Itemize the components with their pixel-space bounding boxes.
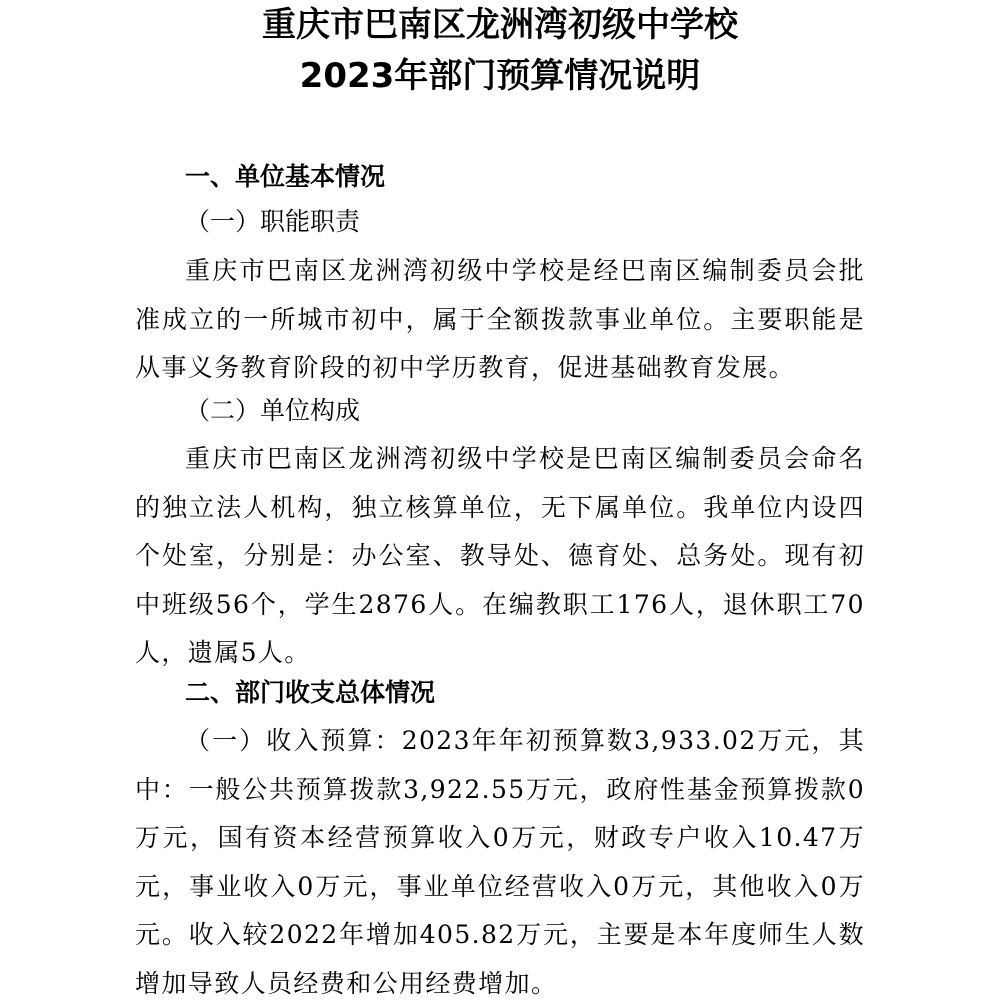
section1-sub1-paragraph: 重庆市巴南区龙洲湾初级中学校是经巴南区编制委员会批准成立的一所城市初中，属于全额拨款事业单位。主要职能是从事义务教育阶段的初中学历教育，促进基础教育发展。 [135,256,865,382]
section2-sub1-paragraph: （一）收入预算：2023年年初预算数3,933.02万元，其中：一般公共预算拨款3,922.55万元，政府性基金预算拨款0万元，国有资本经营预算收入0万元，财政专户收入10.47万元，事业收入0万元，事业单位经营收入0万元，其他收入0万元。收入较2022年增加405.82万元，主要是本年度师生人数增加导致人员经费和公用经费增加。 [135,726,865,998]
section2-heading: 二、部门收支总体情况 [185,678,436,707]
document-title-line2: 2023年部门预算情况说明 [299,56,701,96]
section1-heading: 一、单位基本情况 [185,162,386,191]
section1-sub2-heading: （二）单位构成 [185,396,361,425]
section1-sub1-heading: （一）职能职责 [185,207,361,236]
document-title-line1: 重庆市巴南区龙洲湾初级中学校 [262,5,738,45]
section1-sub2-paragraph: 重庆市巴南区龙洲湾初级中学校是巴南区编制委员会命名的独立法人机构，独立核算单位，无下属单位。我单位内设四个处室，分别是：办公室、教导处、德育处、总务处。现有初中班级56个，学生2876人。在编教职工176人，退休职工70人，遗属5人。 [135,444,865,667]
